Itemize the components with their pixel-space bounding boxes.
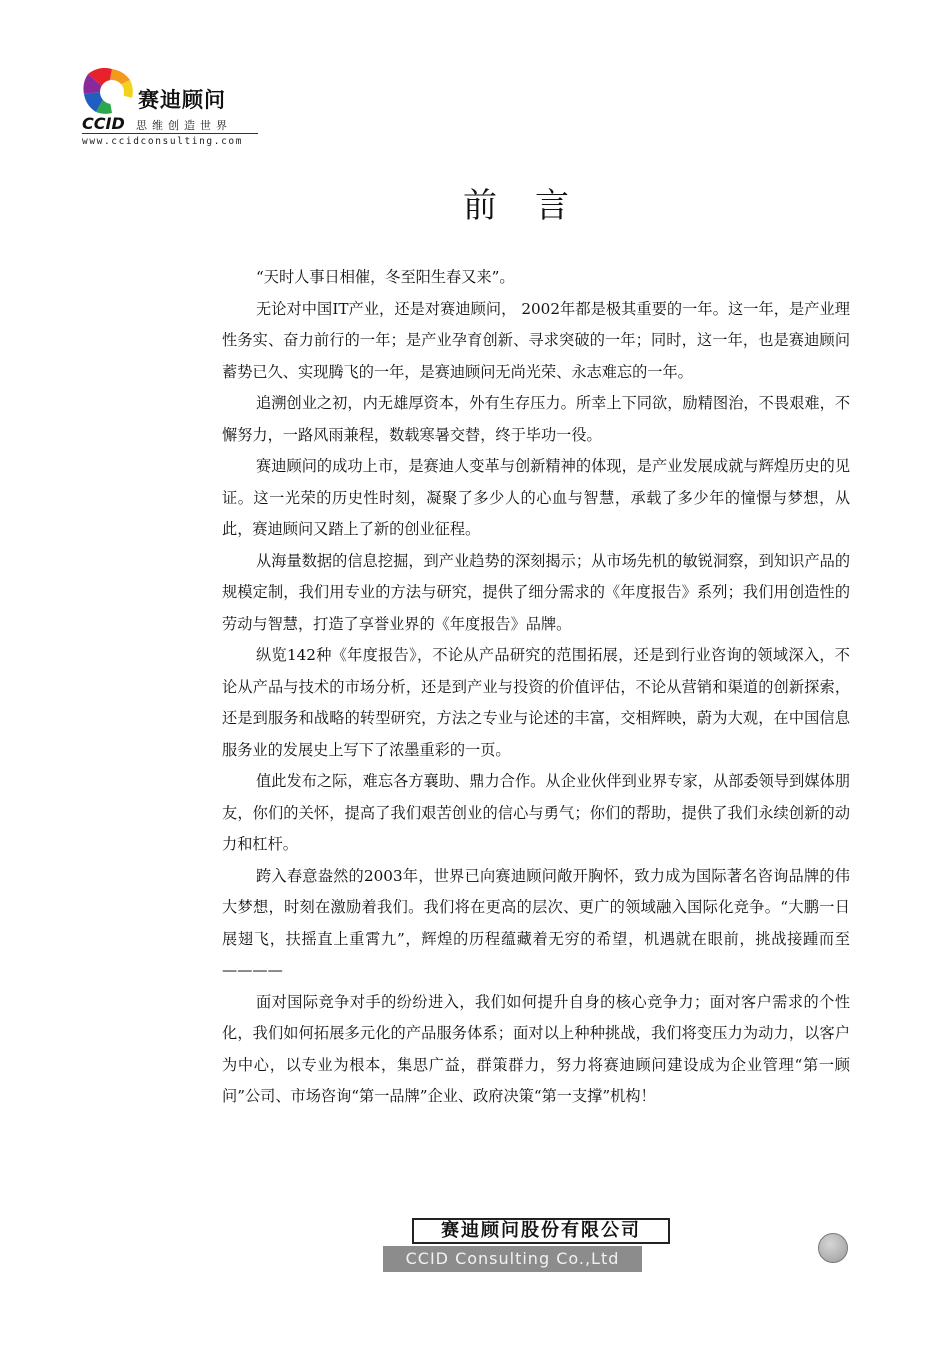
preface-body <box>222 262 850 1113</box>
logo-divider <box>82 133 258 134</box>
page-marker-icon <box>818 1233 848 1263</box>
logo-company-name: 赛迪顾问 <box>138 88 226 112</box>
footer-company-name-cn: 赛迪顾问股份有限公司 <box>412 1218 670 1244</box>
page-title: 前言 <box>463 186 607 226</box>
logo-tagline: 思维创造世界 <box>136 119 232 132</box>
ccid-logo <box>80 68 265 152</box>
footer-company-name-en: CCID Consulting Co.,Ltd <box>383 1246 642 1272</box>
paragraph: 纵览142种《年度报告》，不论从产品研究的范围拓展，还是到行业咨询的领域深入，不论从产品与技术的市场分析，还是到产业与投资的价值评估，不论从营销和渠道的创新探索，还是到服务和战略的转型研究，方法之专业与论述的丰富，交相辉映，蔚为大观，在中国信息服务业的发展史上写下了浓墨重彩的一页。 <box>222 646 850 759</box>
paragraph: 值此发布之际，难忘各方襄助、鼎力合作。从企业伙伴到业界专家，从部委领导到媒体朋友，你们的关怀，提高了我们艰苦创业的信心与勇气；你们的帮助，提供了我们永续创新的动力和杠杆。 <box>222 772 850 853</box>
ccid-logo-mark-icon <box>82 68 134 114</box>
paragraph: 无论对中国IT产业，还是对赛迪顾问， 2002年都是极其重要的一年。这一年，是产业理性务实、奋力前行的一年；是产业孕育创新、寻求突破的一年；同时，这一年，也是赛迪顾问蓄势已久、实现腾飞的一年，是赛迪顾问无尚光荣、永志难忘的一年。 <box>222 299 850 381</box>
logo-ccid-wordmark: CCID <box>82 114 125 133</box>
paragraph: 赛迪顾问的成功上市，是赛迪人变革与创新精神的体现，是产业发展成就与辉煌历史的见证。这一光荣的历史性时刻，凝聚了多少人的心血与智慧，承载了多少年的憧憬与梦想，从此，赛迪顾问又踏上了新的创业征程。 <box>222 457 850 538</box>
paragraph: “天时人事日相催，冬至阳生春又来”。 <box>256 268 515 286</box>
paragraph: 追溯创业之初，内无雄厚资本，外有生存压力。所幸上下同欲，励精图治，不畏艰难，不懈努力，一路风雨兼程，数载寒暑交替，终于毕功一役。 <box>222 394 850 444</box>
logo-url: www.ccidconsulting.com <box>82 136 244 147</box>
paragraph: 跨入春意盎然的2003年，世界已向赛迪顾问敞开胸怀，致力成为国际著名咨询品牌的伟大梦想，时刻在激励着我们。我们将在更高的层次、更广的领域融入国际化竞争。“大鹏一日展翅飞，扶摇直上重霄九”，辉煌的历程蕴藏着无穷的希望，机遇就在眼前，挑战接踵而至———— <box>222 866 850 979</box>
paragraph: 面对国际竞争对手的纷纷进入，我们如何提升自身的核心竞争力；面对客户需求的个性化，我们如何拓展多元化的产品服务体系；面对以上种种挑战，我们将变压力为动力，以客户为中心，以专业为根本，集思广益，群策群力，努力将赛迪顾问建设成为企业管理“第一顾问”公司、市场咨询“第一品牌”企业、政府决策“第一支撑”机构！ <box>222 992 850 1105</box>
paragraph: 从海量数据的信息挖掘，到产业趋势的深刻揭示；从市场先机的敏锐洞察，到知识产品的规模定制，我们用专业的方法与研究，提供了细分需求的《年度报告》系列；我们用创造性的劳动与智慧，打造了享誉业界的《年度报告》品牌。 <box>222 551 850 633</box>
